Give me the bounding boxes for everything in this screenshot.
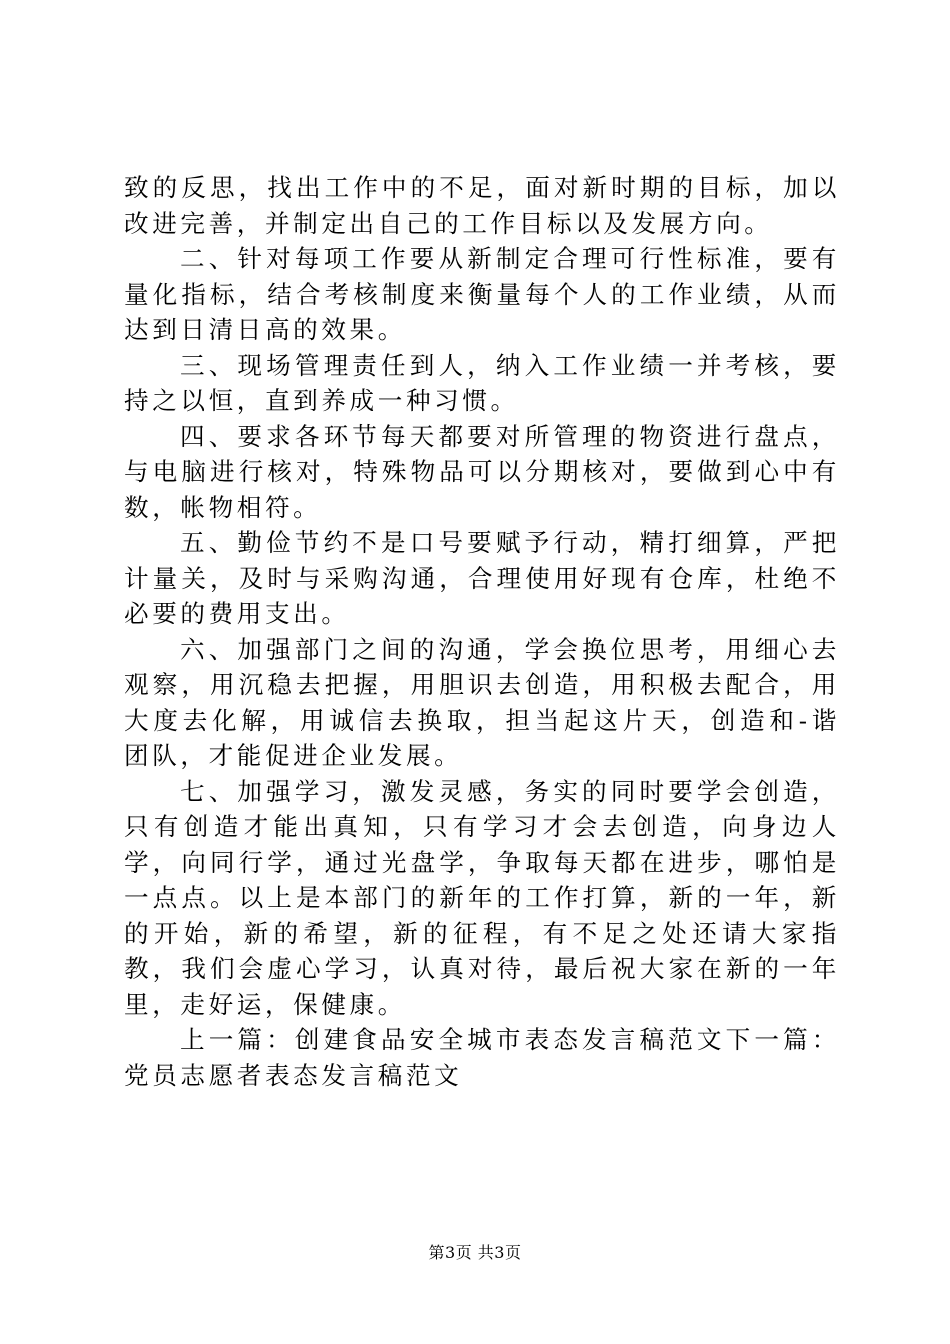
page-number-footer: 第3页 共3页 (428, 1243, 522, 1262)
prev-next-navigation: 上一篇：创建食品安全城市表态发言稿范文下一篇：党员志愿者表态发言稿范文 (124, 1025, 840, 1090)
paragraph-item-seven: 七、加强学习，激发灵感，务实的同时要学会创造，只有创造才能出真知，只有学习才会去创造，向身边人学，向同行学，通过光盘学，争取每天都在进步，哪怕是一点点。以上是本部门的新年的工作打算，新的一年，新的开始，新的希望，新的征程，有不足之处还请大家指教，我们会虚心学习，认真对待，最后祝大家在新的一年里，走好运，保健康。 (124, 776, 840, 1019)
paragraph-item-three: 三、现场管理责任到人，纳入工作业绩一并考核，要持之以恒，直到养成一种习惯。 (124, 350, 840, 415)
document-body (124, 170, 840, 1093)
paragraph-item-six: 六、加强部门之间的沟通，学会换位思考，用细心去观察，用沉稳去把握，用胆识去创造，用积极去配合，用大度去化解，用诚信去换取，担当起这片天，创造和-谐团队，才能促进企业发展。 (124, 634, 840, 770)
paragraph-item-four: 四、要求各环节每天都要对所管理的物资进行盘点，与电脑进行核对，特殊物品可以分期核对，要做到心中有数，帐物相符。 (124, 421, 840, 522)
paragraph-item-two: 二、针对每项工作要从新制定合理可行性标准，要有量化指标，结合考核制度来衡量每个人的工作业绩，从而达到日清日高的效果。 (124, 244, 840, 344)
paragraph-continuation: 致的反思，找出工作中的不足，面对新时期的目标，加以改进完善，并制定出自己的工作目标以及发展方向。 (124, 173, 840, 238)
paragraph-item-five: 五、勤俭节约不是口号要赋予行动，精打细算，严把计量关，及时与采购沟通，合理使用好现有仓库，杜绝不必要的费用支出。 (124, 528, 840, 628)
